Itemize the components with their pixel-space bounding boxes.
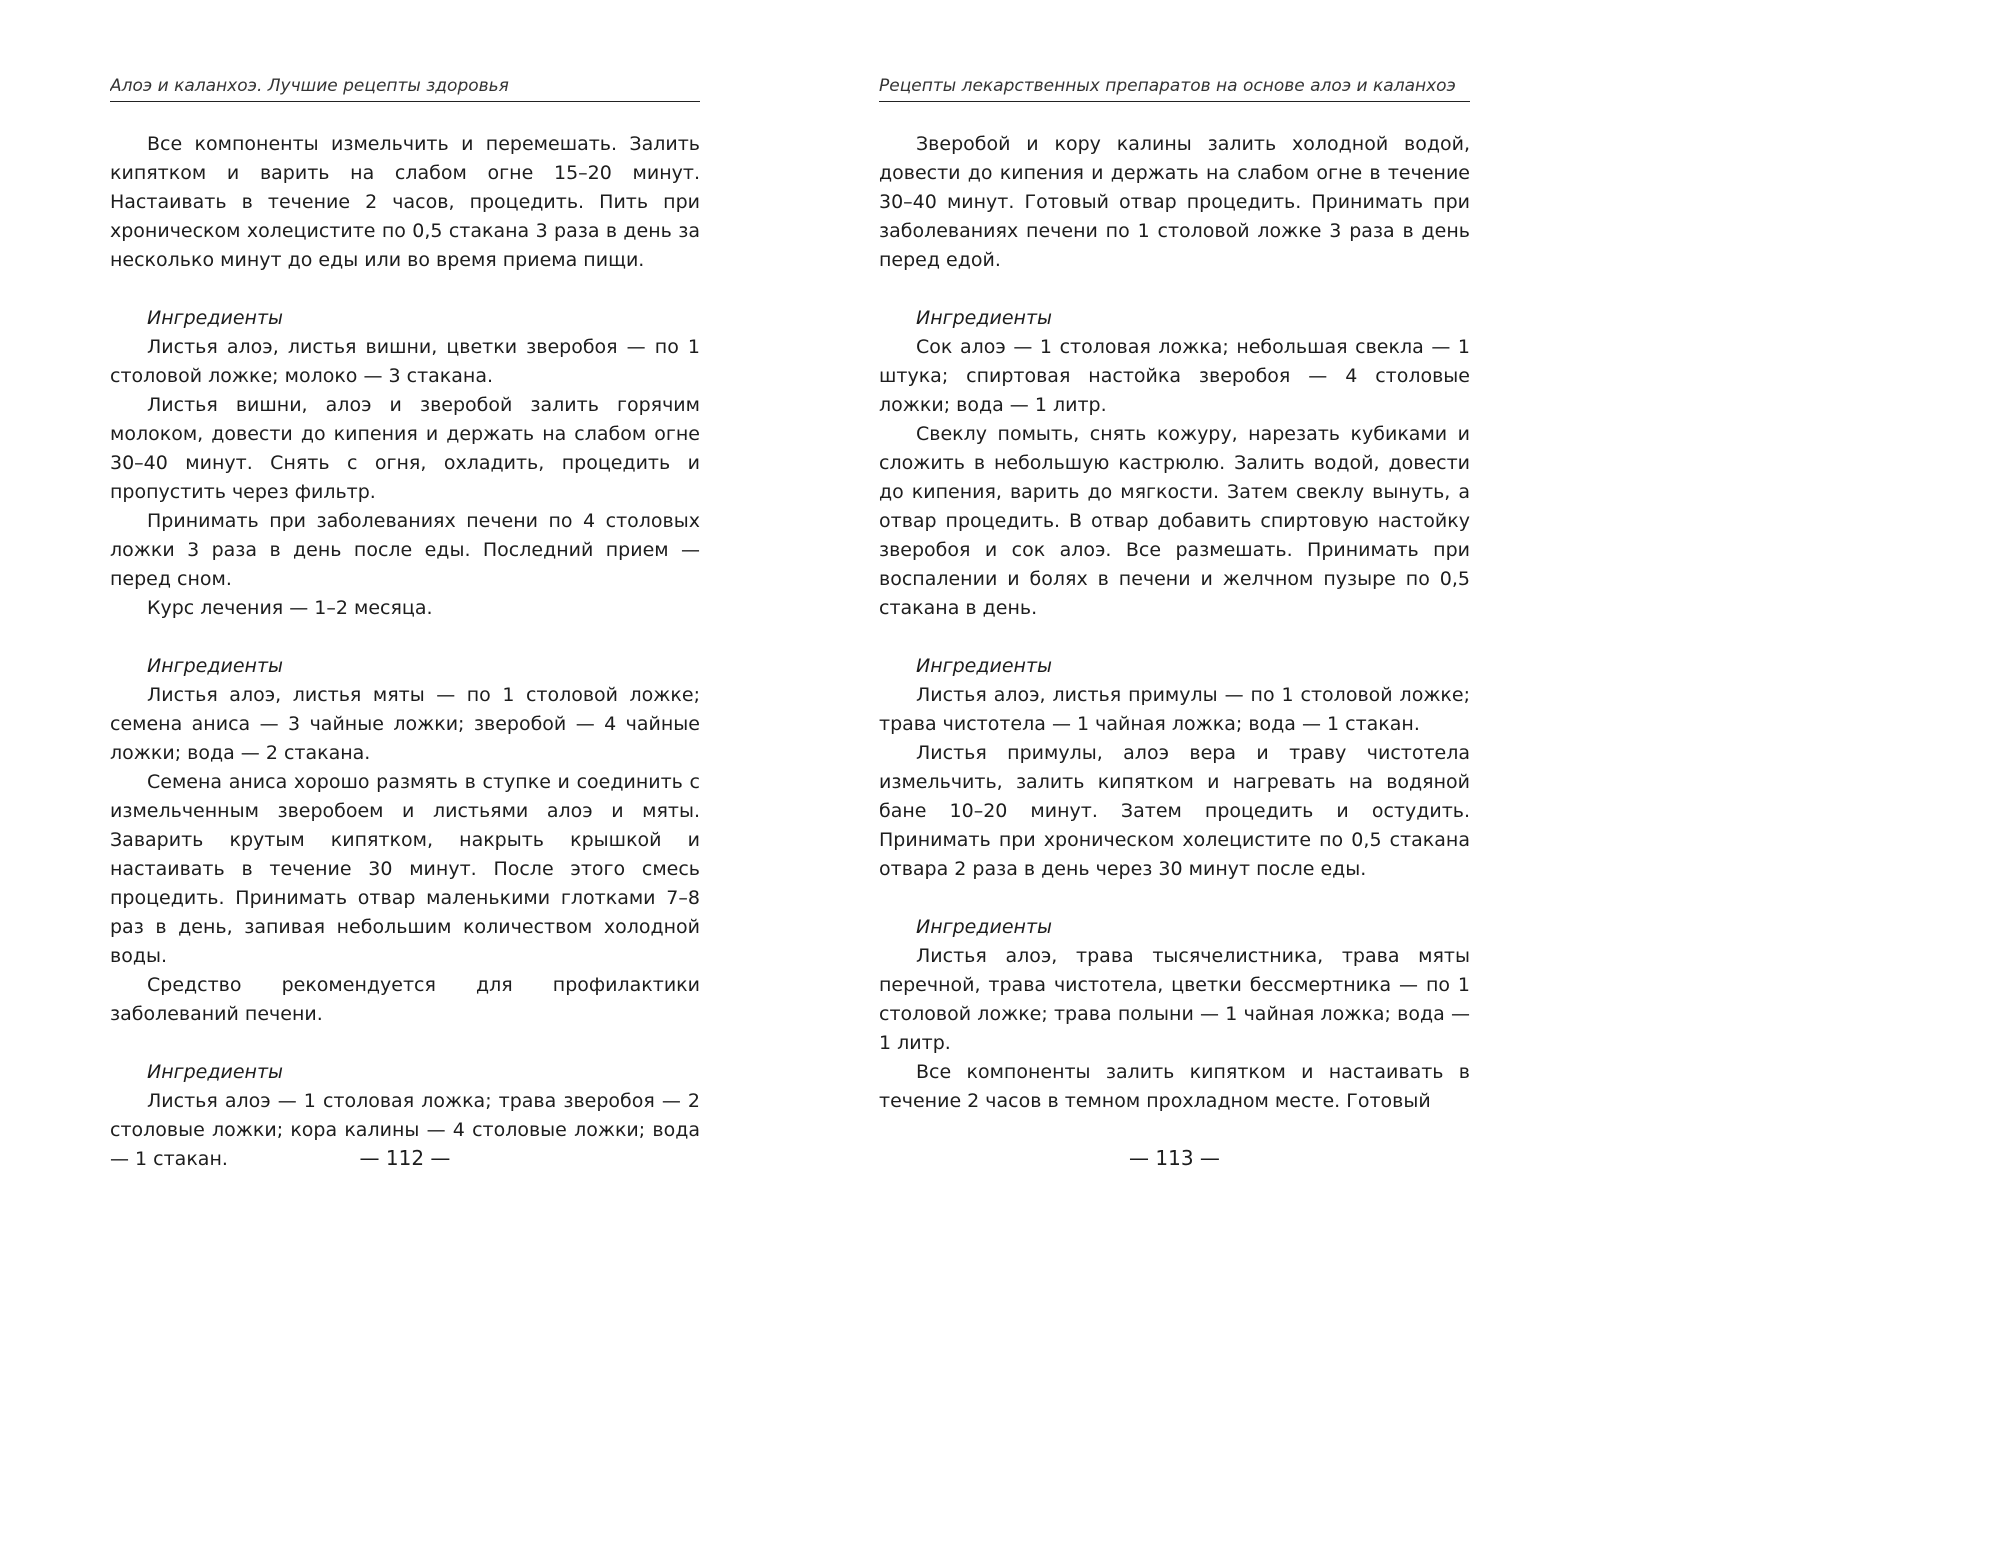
paragraph: Все компоненты измельчить и перемешать. Залить кипятком и варить на слабом огне 15–20 минут. Настаивать в течение 2 часов, процедить. Пить при хроническом холецистите по 0,5 стакана 3 раза в день за несколько минут до еды или во время приема пищи. — [110, 133, 700, 271]
ingredients-heading: Ингредиенты — [916, 916, 1053, 938]
ingredients-heading: Ингредиенты — [147, 655, 284, 677]
right-page — [879, 0, 1470, 1216]
running-header: Рецепты лекарственных препаратов на основе алоэ и каланхоэ — [879, 76, 1456, 96]
ingredients-heading: Ингредиенты — [147, 1061, 284, 1083]
paragraph: Листья алоэ, трава тысячелистника, трава мяты перечной, трава чистотела, цветки бессмертника — по 1 столовой ложке; трава полыни — 1 чайная ложка; вода — 1 литр. — [879, 945, 1470, 1054]
paragraph: Листья примулы, алоэ вера и траву чистотела измельчить, залить кипятком и нагревать на водяной бане 10–20 минут. Затем процедить и остудить. Принимать при хроническом холецистите по 0,5 стакана отвара 2 раза в день через 30 минут после еды. — [879, 742, 1470, 880]
ingredients-heading: Ингредиенты — [916, 655, 1053, 677]
header-rule — [879, 101, 1470, 102]
left-page — [110, 0, 700, 1216]
ingredients-heading: Ингредиенты — [916, 307, 1053, 329]
paragraph: Курс лечения — 1–2 месяца. — [147, 597, 433, 619]
paragraph: Семена аниса хорошо размять в ступке и соединить с измельченным зверобоем и листьями алоэ и мяты. Заварить крутым кипятком, накрыть крышкой и настаивать в течение 30 минут. После этого смесь процедить. Принимать отвар маленькими глотками 7–8 раз в день, запивая небольшим количеством холодной воды. — [110, 771, 700, 967]
paragraph: Листья алоэ, листья вишни, цветки зверобоя — по 1 столовой ложке; молоко — 3 стакана. — [110, 336, 700, 387]
header-rule — [110, 101, 700, 102]
paragraph: Листья алоэ — 1 столовая ложка; трава зверобоя — 2 столовые ложки; кора калины — 4 столовые ложки; вода — 1 стакан. — [110, 1090, 700, 1170]
paragraph: Средство рекомендуется для профилактики заболеваний печени. — [110, 974, 700, 1025]
paragraph: Принимать при заболеваниях печени по 4 столовых ложки 3 раза в день после еды. Последний прием — перед сном. — [110, 510, 700, 590]
paragraph: Листья алоэ, листья примулы — по 1 столовой ложке; трава чистотела — 1 чайная ложка; вода — 1 стакан. — [879, 684, 1470, 735]
page-body — [110, 130, 700, 1174]
paragraph: Все компоненты залить кипятком и настаивать в течение 2 часов в темном прохладном месте. Готовый — [879, 1061, 1470, 1112]
page-body — [879, 130, 1470, 1116]
paragraph: Зверобой и кору калины залить холодной водой, довести до кипения и держать на слабом огне в течение 30–40 минут. Готовый отвар процедить. Принимать при заболеваниях печени по 1 столовой ложке 3 раза в день перед едой. — [879, 133, 1470, 271]
paragraph: Свеклу помыть, снять кожуру, нарезать кубиками и сложить в небольшую кастрюлю. Залить водой, довести до кипения, варить до мягкости. Затем свеклу вынуть, а отвар процедить. В отвар добавить спиртовую настойку зверобоя и сок алоэ. Все размешать. Принимать при воспалении и болях в печени и желчном пузыре по 0,5 стакана в день. — [879, 423, 1470, 619]
running-header: Алоэ и каланхоэ. Лучшие рецепты здоровья — [110, 76, 509, 96]
page-number: — 113 — — [1129, 1146, 1220, 1170]
ingredients-heading: Ингредиенты — [147, 307, 284, 329]
paragraph: Листья алоэ, листья мяты — по 1 столовой ложке; семена аниса — 3 чайные ложки; зверобой — 4 чайные ложки; вода — 2 стакана. — [110, 684, 700, 764]
paragraph: Листья вишни, алоэ и зверобой залить горячим молоком, довести до кипения и держать на слабом огне 30–40 минут. Снять с огня, охладить, процедить и пропустить через фильтр. — [110, 394, 700, 503]
page-number: — 112 — — [359, 1146, 451, 1170]
paragraph: Сок алоэ — 1 столовая ложка; небольшая свекла — 1 штука; спиртовая настойка зверобоя — 4 столовые ложки; вода — 1 литр. — [879, 336, 1470, 416]
